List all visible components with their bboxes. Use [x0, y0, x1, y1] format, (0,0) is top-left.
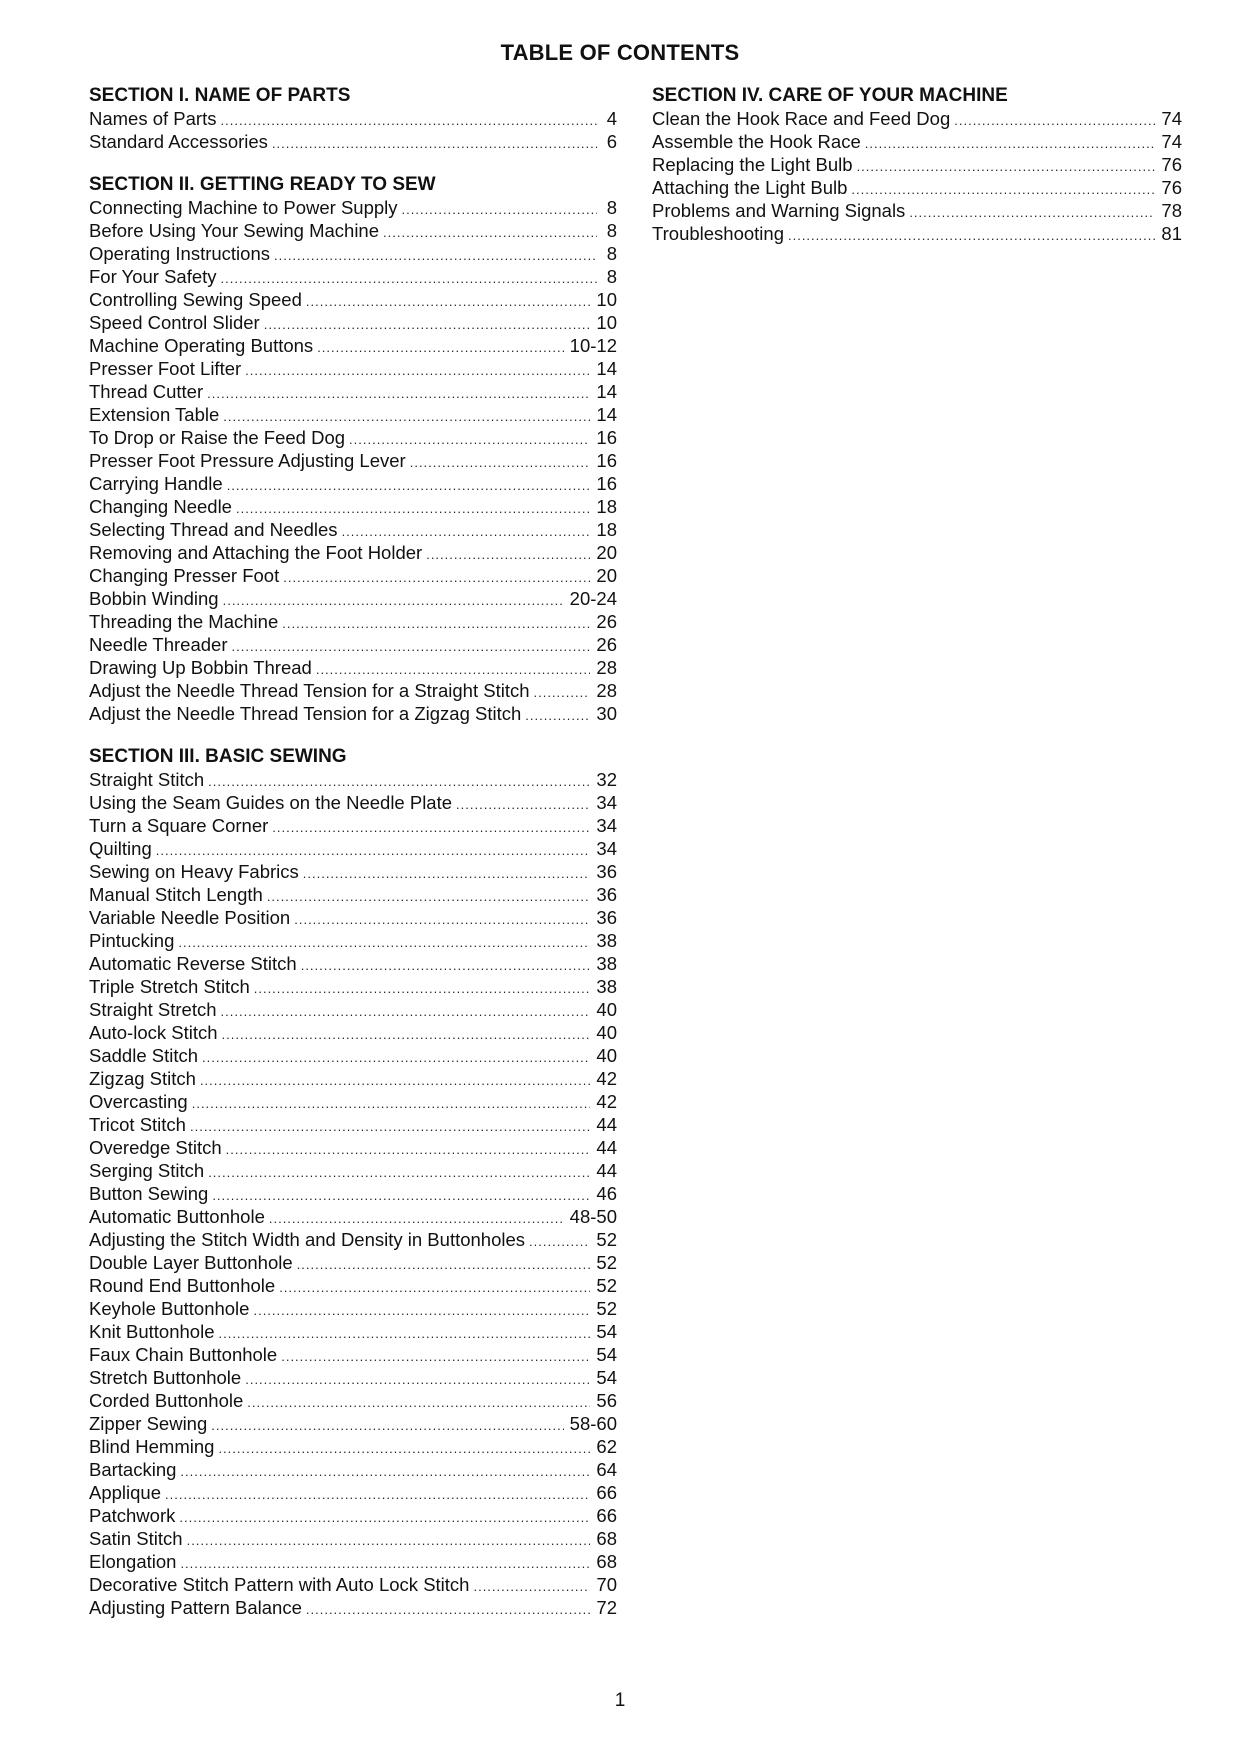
toc-entry-title: Quilting	[89, 838, 152, 859]
toc-entry-page: 40	[596, 999, 617, 1020]
toc-entry-title: Turn a Square Corner	[89, 815, 269, 836]
toc-entry-stretch-buttonhole[interactable]	[89, 1366, 617, 1389]
toc-entry-zigzag-stitch[interactable]	[89, 1067, 617, 1090]
toc-entry-title: Connecting Machine to Power Supply	[89, 197, 398, 218]
toc-entry-selecting-thread-and-needles[interactable]	[89, 518, 617, 541]
toc-entry-title: Names of Parts	[89, 108, 217, 129]
dot-leader	[301, 954, 591, 977]
toc-entry-page: 44	[596, 1137, 617, 1158]
toc-entry-page: 36	[596, 907, 617, 928]
toc-entry-title: Adjust the Needle Thread Tension for a Straight Stitch	[89, 680, 530, 701]
dot-leader	[342, 520, 591, 543]
toc-entry-title: Variable Needle Position	[89, 907, 291, 928]
toc-entry-page: 26	[596, 611, 617, 632]
toc-entry-page: 10	[596, 289, 617, 310]
toc-entry-adjusting-pattern-balance[interactable]	[89, 1596, 617, 1619]
dot-leader	[227, 474, 591, 497]
toc-entry-page: 68	[596, 1551, 617, 1572]
dot-leader	[226, 1138, 591, 1161]
toc-entry-title: Round End Buttonhole	[89, 1275, 276, 1296]
toc-entry-auto-lock-stitch[interactable]	[89, 1021, 617, 1044]
dot-leader	[208, 1161, 590, 1184]
toc-entry-title: Applique	[89, 1482, 162, 1503]
toc-entry-quilting[interactable]	[89, 837, 617, 860]
toc-entry-page: 8	[606, 243, 617, 264]
toc-entry-page: 28	[596, 657, 617, 678]
toc-entry-page: 18	[596, 519, 617, 540]
dot-leader	[349, 428, 590, 451]
toc-entry-page: 54	[596, 1321, 617, 1342]
toc-entry-page: 14	[596, 358, 617, 379]
dot-leader	[297, 1253, 591, 1276]
toc-entry-drawing-up-bobbin-thread[interactable]	[89, 656, 617, 679]
toc-entry-straight-stitch[interactable]	[89, 768, 617, 791]
toc-entry-page: 40	[596, 1022, 617, 1043]
toc-entry-attaching-the-light-bulb[interactable]	[652, 176, 1182, 199]
dot-leader	[267, 885, 591, 908]
toc-entry-title: Bartacking	[89, 1459, 177, 1480]
dot-leader	[264, 313, 591, 336]
dot-leader	[456, 793, 590, 816]
dot-leader	[410, 451, 591, 474]
toc-entry-page: 46	[596, 1183, 617, 1204]
dot-leader	[954, 109, 1155, 132]
toc-entry-title: Machine Operating Buttons	[89, 335, 314, 356]
dot-leader	[212, 1184, 590, 1207]
dot-leader	[529, 1230, 590, 1253]
toc-entry-title: Using the Seam Guides on the Needle Plate	[89, 792, 453, 813]
toc-entry-manual-stitch-length[interactable]	[89, 883, 617, 906]
dot-leader	[534, 681, 591, 704]
dot-leader	[180, 1460, 590, 1483]
toc-entry-page: 20	[596, 565, 617, 586]
toc-entry-page: 74	[1161, 108, 1182, 129]
toc-entry-title: Attaching the Light Bulb	[652, 177, 848, 198]
toc-entry-page: 38	[596, 930, 617, 951]
toc-entry-page: 26	[596, 634, 617, 655]
toc-entry-page: 20	[596, 542, 617, 563]
toc-entry-page: 44	[596, 1114, 617, 1135]
toc-entry-page: 70	[596, 1574, 617, 1595]
toc-entry-adjusting-the-stitch-width-and-density-in-buttonholes[interactable]	[89, 1228, 617, 1251]
toc-entry-page: 56	[596, 1390, 617, 1411]
toc-entry-applique[interactable]	[89, 1481, 617, 1504]
section-heading: SECTION I. NAME OF PARTS	[89, 85, 351, 106]
toc-entry-title: Controlling Sewing Speed	[89, 289, 302, 310]
toc-entry-page: 30	[596, 703, 617, 724]
toc-entry-title: Presser Foot Lifter	[89, 358, 242, 379]
toc-entry-page: 36	[596, 861, 617, 882]
toc-entry-using-the-seam-guides-on-the-needle-plate[interactable]	[89, 791, 617, 814]
dot-leader	[282, 612, 590, 635]
toc-entry-title: Decorative Stitch Pattern with Auto Lock Stitch	[89, 1574, 470, 1595]
toc-entry-variable-needle-position[interactable]	[89, 906, 617, 929]
toc-entry-round-end-buttonhole[interactable]	[89, 1274, 617, 1297]
toc-entry-page: 8	[606, 266, 617, 287]
toc-entry-page: 18	[596, 496, 617, 517]
toc-entry-title: For Your Safety	[89, 266, 217, 287]
toc-entry-pintucking[interactable]	[89, 929, 617, 952]
toc-entry-faux-chain-buttonhole[interactable]	[89, 1343, 617, 1366]
toc-entry-title: Before Using Your Sewing Machine	[89, 220, 380, 241]
toc-entry-title: Automatic Buttonhole	[89, 1206, 265, 1227]
dot-leader	[473, 1575, 590, 1598]
toc-entry-names-of-parts[interactable]	[89, 107, 617, 130]
toc-entry-page: 52	[596, 1275, 617, 1296]
toc-entry-title: Double Layer Buttonhole	[89, 1252, 293, 1273]
toc-entry-blind-hemming[interactable]	[89, 1435, 617, 1458]
toc-entry-page: 54	[596, 1344, 617, 1365]
toc-entry-title: Needle Threader	[89, 634, 228, 655]
dot-leader	[279, 1276, 590, 1299]
dot-leader	[223, 405, 590, 428]
toc-entry-title: Zigzag Stitch	[89, 1068, 196, 1089]
toc-entry-title: Keyhole Buttonhole	[89, 1298, 250, 1319]
toc-entry-overedge-stitch[interactable]	[89, 1136, 617, 1159]
dot-leader	[525, 704, 590, 727]
toc-entry-page: 32	[596, 769, 617, 790]
toc-entry-extension-table[interactable]	[89, 403, 617, 426]
dot-leader	[865, 132, 1156, 155]
dot-leader	[179, 1506, 590, 1529]
toc-entry-elongation[interactable]	[89, 1550, 617, 1573]
toc-entry-title: Zipper Sewing	[89, 1413, 208, 1434]
page-number: 1	[614, 1690, 626, 1711]
toc-entry-thread-cutter[interactable]	[89, 380, 617, 403]
toc-entry-page: 52	[596, 1298, 617, 1319]
toc-entry-title: Presser Foot Pressure Adjusting Lever	[89, 450, 406, 471]
toc-entry-carrying-handle[interactable]	[89, 472, 617, 495]
toc-entry-title: Tricot Stitch	[89, 1114, 186, 1135]
toc-entry-controlling-sewing-speed[interactable]	[89, 288, 617, 311]
dot-leader	[180, 1552, 590, 1575]
toc-entry-page: 74	[1161, 131, 1182, 152]
dot-leader	[221, 267, 597, 290]
dot-leader	[283, 566, 590, 589]
toc-entry-page: 78	[1161, 200, 1182, 221]
dot-leader	[426, 543, 590, 566]
toc-entry-serging-stitch[interactable]	[89, 1159, 617, 1182]
toc-entry-title: Patchwork	[89, 1505, 176, 1526]
toc-entry-title: Drawing Up Bobbin Thread	[89, 657, 312, 678]
toc-entry-title: Adjusting the Stitch Width and Density in Buttonholes	[89, 1229, 526, 1250]
toc-entry-turn-a-square-corner[interactable]	[89, 814, 617, 837]
toc-entry-title: Threading the Machine	[89, 611, 279, 632]
dot-leader	[909, 201, 1155, 224]
toc-entry-patchwork[interactable]	[89, 1504, 617, 1527]
toc-entry-title: Serging Stitch	[89, 1160, 205, 1181]
toc-entry-sewing-on-heavy-fabrics[interactable]	[89, 860, 617, 883]
toc-entry-title: Satin Stitch	[89, 1528, 183, 1549]
dot-leader	[232, 635, 591, 658]
dot-leader	[383, 221, 597, 244]
dot-leader	[247, 1391, 590, 1414]
section-heading: SECTION III. BASIC SEWING	[89, 746, 347, 767]
dot-leader	[218, 1437, 590, 1460]
toc-section	[89, 173, 617, 725]
dot-leader	[236, 497, 590, 520]
dot-leader	[211, 1414, 563, 1437]
toc-entry-title: Problems and Warning Signals	[652, 200, 906, 221]
toc-entry-title: Overcasting	[89, 1091, 188, 1112]
toc-entry-page: 64	[596, 1459, 617, 1480]
toc-entry-title: Operating Instructions	[89, 243, 270, 264]
toc-entry-button-sewing[interactable]	[89, 1182, 617, 1205]
toc-entry-title: Replacing the Light Bulb	[652, 154, 853, 175]
dot-leader	[207, 382, 590, 405]
dot-leader	[402, 198, 597, 221]
section-heading: SECTION IV. CARE OF YOUR MACHINE	[652, 85, 1008, 106]
toc-entry-saddle-stitch[interactable]	[89, 1044, 617, 1067]
toc-entry-title: Thread Cutter	[89, 381, 204, 402]
toc-entry-title: Troubleshooting	[652, 223, 784, 244]
toc-entry-page: 76	[1161, 177, 1182, 198]
toc-entry-title: Straight Stretch	[89, 999, 217, 1020]
toc-entry-page: 58-60	[569, 1413, 617, 1434]
toc-entry-page: 62	[596, 1436, 617, 1457]
toc-column-left	[89, 84, 617, 1619]
dot-leader	[269, 1207, 564, 1230]
toc-entry-keyhole-buttonhole[interactable]	[89, 1297, 617, 1320]
toc-entry-triple-stretch-stitch[interactable]	[89, 975, 617, 998]
toc-entry-title: Overedge Stitch	[89, 1137, 222, 1158]
toc-entry-page: 66	[596, 1482, 617, 1503]
toc-entry-title: Faux Chain Buttonhole	[89, 1344, 278, 1365]
toc-entry-title: Clean the Hook Race and Feed Dog	[652, 108, 951, 129]
dot-leader	[306, 290, 591, 313]
dot-leader	[303, 862, 591, 885]
dot-leader	[788, 224, 1155, 247]
toc-entry-title: Auto-lock Stitch	[89, 1022, 218, 1043]
toc-entry-title: Removing and Attaching the Foot Holder	[89, 542, 423, 563]
dot-leader	[851, 178, 1155, 201]
toc-entry-page: 48-50	[569, 1206, 617, 1227]
toc-section	[89, 745, 617, 1619]
toc-entry-page: 16	[596, 473, 617, 494]
dot-leader	[192, 1092, 591, 1115]
toc-entry-page: 20-24	[569, 588, 617, 609]
toc-entry-page: 68	[596, 1528, 617, 1549]
toc-entry-title: Changing Presser Foot	[89, 565, 280, 586]
dot-leader	[272, 816, 590, 839]
dot-leader	[165, 1483, 590, 1506]
toc-entry-automatic-reverse-stitch[interactable]	[89, 952, 617, 975]
dot-leader	[221, 109, 598, 132]
toc-entry-page: 72	[596, 1597, 617, 1618]
dot-leader	[272, 132, 597, 155]
dot-leader	[156, 839, 591, 862]
toc-entry-title: Stretch Buttonhole	[89, 1367, 242, 1388]
toc-entry-title: Knit Buttonhole	[89, 1321, 215, 1342]
dot-leader	[317, 336, 563, 359]
dot-leader	[316, 658, 591, 681]
toc-entry-page: 14	[596, 381, 617, 402]
toc-entry-page: 34	[596, 815, 617, 836]
toc-entry-page: 38	[596, 976, 617, 997]
toc-entry-page: 8	[606, 220, 617, 241]
dot-leader	[222, 1023, 591, 1046]
toc-entry-title: Pintucking	[89, 930, 175, 951]
toc-entry-page: 10	[596, 312, 617, 333]
toc-entry-page: 6	[606, 131, 617, 152]
toc-entry-needle-threader[interactable]	[89, 633, 617, 656]
toc-entry-title: Changing Needle	[89, 496, 232, 517]
toc-entry-clean-the-hook-race-and-feed-dog[interactable]	[652, 107, 1182, 130]
toc-entry-connecting-machine-to-power-supply[interactable]	[89, 196, 617, 219]
toc-entry-automatic-buttonhole[interactable]	[89, 1205, 617, 1228]
toc-entry-title: To Drop or Raise the Feed Dog	[89, 427, 346, 448]
toc-entry-title: Assemble the Hook Race	[652, 131, 861, 152]
dot-leader	[245, 1368, 590, 1391]
dot-leader	[223, 589, 564, 612]
toc-entry-title: Speed Control Slider	[89, 312, 260, 333]
toc-entry-page: 34	[596, 838, 617, 859]
toc-entry-page: 81	[1161, 223, 1182, 244]
toc-section	[652, 84, 1182, 245]
toc-entry-to-drop-or-raise-the-feed-dog[interactable]	[89, 426, 617, 449]
toc-entry-title: Elongation	[89, 1551, 177, 1572]
toc-entry-decorative-stitch-pattern-with-auto-lock-stitch[interactable]	[89, 1573, 617, 1596]
dot-leader	[245, 359, 590, 382]
toc-entry-replacing-the-light-bulb[interactable]	[652, 153, 1182, 176]
toc-entry-page: 42	[596, 1091, 617, 1112]
toc-entry-standard-accessories[interactable]	[89, 130, 617, 153]
dot-leader	[253, 1299, 590, 1322]
dot-leader	[274, 244, 597, 267]
toc-entry-page: 10-12	[569, 335, 617, 356]
section-heading: SECTION II. GETTING READY TO SEW	[89, 174, 436, 195]
dot-leader	[306, 1598, 591, 1621]
toc-entry-title: Triple Stretch Stitch	[89, 976, 250, 997]
toc-entry-double-layer-buttonhole[interactable]	[89, 1251, 617, 1274]
dot-leader	[190, 1115, 590, 1138]
toc-entry-problems-and-warning-signals[interactable]	[652, 199, 1182, 222]
toc-entry-operating-instructions[interactable]	[89, 242, 617, 265]
toc-entry-corded-buttonhole[interactable]	[89, 1389, 617, 1412]
toc-entry-title: Blind Hemming	[89, 1436, 215, 1457]
toc-entry-title: Adjusting Pattern Balance	[89, 1597, 302, 1618]
dot-leader	[178, 931, 590, 954]
toc-entry-page: 16	[596, 427, 617, 448]
dot-leader	[281, 1345, 590, 1368]
toc-entry-page: 8	[606, 197, 617, 218]
toc-entry-title: Bobbin Winding	[89, 588, 219, 609]
toc-entry-assemble-the-hook-race[interactable]	[652, 130, 1182, 153]
dot-leader	[187, 1529, 591, 1552]
toc-entry-page: 66	[596, 1505, 617, 1526]
toc-entry-title: Extension Table	[89, 404, 220, 425]
toc-entry-title: Straight Stitch	[89, 769, 205, 790]
dot-leader	[857, 155, 1156, 178]
toc-entry-title: Selecting Thread and Needles	[89, 519, 338, 540]
toc-entry-bartacking[interactable]	[89, 1458, 617, 1481]
toc-entry-presser-foot-lifter[interactable]	[89, 357, 617, 380]
toc-entry-before-using-your-sewing-machine[interactable]	[89, 219, 617, 242]
toc-entry-page: 34	[596, 792, 617, 813]
page-title: TABLE OF CONTENTS	[500, 40, 740, 65]
toc-entry-page: 52	[596, 1252, 617, 1273]
toc-entry-for-your-safety[interactable]	[89, 265, 617, 288]
toc-entry-satin-stitch[interactable]	[89, 1527, 617, 1550]
toc-entry-speed-control-slider[interactable]	[89, 311, 617, 334]
toc-entry-page: 44	[596, 1160, 617, 1181]
toc-entry-presser-foot-pressure-adjusting-lever[interactable]	[89, 449, 617, 472]
toc-entry-title: Saddle Stitch	[89, 1045, 199, 1066]
toc-entry-changing-presser-foot[interactable]	[89, 564, 617, 587]
toc-entry-title: Button Sewing	[89, 1183, 209, 1204]
toc-entry-page: 36	[596, 884, 617, 905]
toc-entry-overcasting[interactable]	[89, 1090, 617, 1113]
toc-entry-tricot-stitch[interactable]	[89, 1113, 617, 1136]
toc-entry-page: 42	[596, 1068, 617, 1089]
toc-entry-title: Standard Accessories	[89, 131, 268, 152]
toc-section	[89, 84, 617, 153]
toc-entry-page: 76	[1161, 154, 1182, 175]
toc-entry-removing-and-attaching-the-foot-holder[interactable]	[89, 541, 617, 564]
toc-entry-title: Sewing on Heavy Fabrics	[89, 861, 299, 882]
toc-entry-title: Manual Stitch Length	[89, 884, 263, 905]
toc-column-right	[652, 84, 1182, 245]
toc-entry-page: 4	[606, 108, 617, 129]
toc-entry-page: 14	[596, 404, 617, 425]
toc-entry-threading-the-machine[interactable]	[89, 610, 617, 633]
toc-entry-page: 40	[596, 1045, 617, 1066]
toc-entry-troubleshooting[interactable]	[652, 222, 1182, 245]
toc-entry-page: 54	[596, 1367, 617, 1388]
toc-entry-title: Carrying Handle	[89, 473, 223, 494]
toc-entry-adjust-the-needle-thread-tension-for-a-straight-stitch[interactable]	[89, 679, 617, 702]
toc-entry-title: Automatic Reverse Stitch	[89, 953, 297, 974]
toc-entry-page: 52	[596, 1229, 617, 1250]
dot-leader	[202, 1046, 590, 1069]
toc-entry-machine-operating-buttons[interactable]	[89, 334, 617, 357]
toc-entry-title: Corded Buttonhole	[89, 1390, 244, 1411]
dot-leader	[208, 770, 590, 793]
toc-entry-adjust-the-needle-thread-tension-for-a-zigzag-stitch[interactable]	[89, 702, 617, 725]
toc-entry-bobbin-winding[interactable]	[89, 587, 617, 610]
toc-entry-knit-buttonhole[interactable]	[89, 1320, 617, 1343]
dot-leader	[294, 908, 590, 931]
toc-entry-page: 28	[596, 680, 617, 701]
toc-entry-page: 16	[596, 450, 617, 471]
toc-entry-page: 38	[596, 953, 617, 974]
toc-entry-title: Adjust the Needle Thread Tension for a Zigzag Stitch	[89, 703, 522, 724]
dot-leader	[200, 1069, 590, 1092]
toc-entry-zipper-sewing[interactable]	[89, 1412, 617, 1435]
dot-leader	[218, 1322, 590, 1345]
dot-leader	[254, 977, 591, 1000]
dot-leader	[221, 1000, 591, 1023]
toc-entry-changing-needle[interactable]	[89, 495, 617, 518]
toc-entry-straight-stretch[interactable]	[89, 998, 617, 1021]
